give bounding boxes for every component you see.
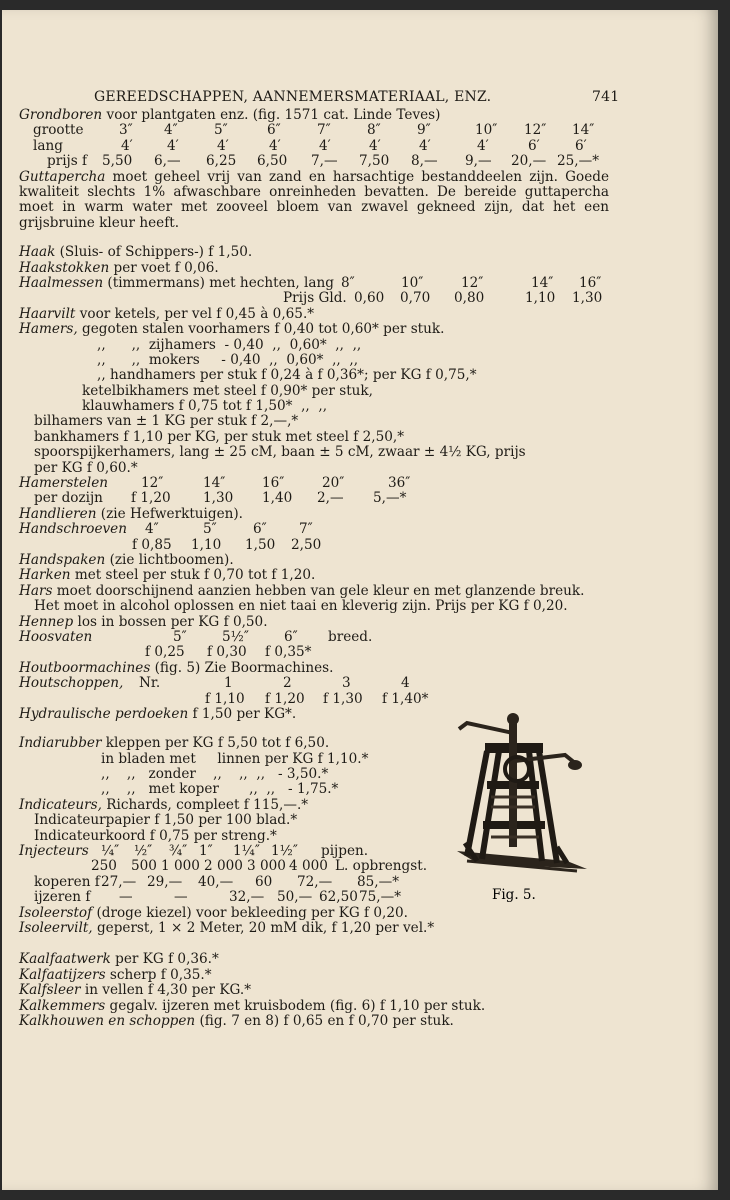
- term: Isoleervilt,: [19, 919, 93, 936]
- term: Haalmessen: [19, 274, 104, 291]
- term: Kalfsleer: [19, 982, 81, 999]
- table-cell: 20,—: [511, 153, 547, 170]
- size-cell: 12″: [141, 475, 164, 492]
- hamerstelen-prices: [19, 491, 609, 506]
- size-cell: 6″: [253, 521, 267, 538]
- hamers-line: per KG f 0,60.*: [34, 459, 138, 476]
- capacity-cell: 1 000: [161, 858, 200, 875]
- price-cell: 75,—*: [359, 889, 402, 906]
- indicateurs-line: Indicateurkoord f 0,75 per streng.*: [34, 827, 277, 844]
- size-cell: 7″: [299, 521, 313, 538]
- term: Haak: [19, 244, 56, 261]
- indiarubber-line: ,, ,, met koper ,, ,, - 1,75.*: [101, 781, 339, 798]
- size-cell: 5½″: [222, 628, 249, 645]
- entry-text: (fig. 7 en 8) f 0,65 en f 0,70 per stuk.: [195, 1012, 454, 1029]
- entry-kalfaatijzers: [19, 968, 609, 983]
- price-cell: 1,10: [191, 536, 222, 553]
- price-cell: 72,—: [297, 873, 333, 890]
- row-label: Nr.: [139, 675, 161, 692]
- price-cell: 1,50: [245, 536, 276, 553]
- entry-handlieren: [19, 507, 609, 522]
- term: Houtschoppen,: [19, 675, 124, 692]
- table-cell: 5″: [214, 122, 228, 139]
- entry-text: los in bossen per KG f 0,50.: [73, 613, 268, 630]
- term: Indiarubber: [19, 735, 102, 752]
- term: Kalkhouwen en schoppen: [19, 1012, 196, 1029]
- entry-hamerstelen: [19, 476, 609, 491]
- size-cell: 1″: [199, 843, 213, 860]
- entry-text: gegoten stalen voorhamers f 0,40 tot 0,60* per stuk.: [77, 321, 445, 338]
- table-cell: 9,—: [465, 153, 492, 170]
- capacity-cell: 2 000: [204, 858, 243, 875]
- entry-kaalfaatwerk: [19, 952, 609, 967]
- capacity-label: L. opbrengst.: [335, 858, 428, 875]
- size-cell: ½″: [134, 843, 153, 860]
- table-cell: 4′: [319, 137, 331, 154]
- term: Handschroeven: [19, 521, 127, 538]
- price-cell: 0,70: [400, 290, 431, 307]
- size-cell: 5″: [203, 521, 217, 538]
- table-cell: 3″: [119, 122, 133, 139]
- hamers-line: ketelbikhamers met steel f 0,90* per stuk,: [82, 382, 373, 399]
- price-cell: f 1,20: [265, 690, 305, 707]
- entry-haakstokken: [19, 261, 609, 276]
- term: Houtboormachines: [19, 659, 151, 676]
- table-cell: 7″: [317, 122, 331, 139]
- table-cell: 4′: [477, 137, 489, 154]
- entry-text: (Sluis- of Schippers-) f 1,50.: [55, 244, 253, 261]
- table-cell: 7,50: [359, 153, 390, 170]
- indiarubber-line: in bladen met linnen per KG f 1,10.*: [101, 750, 369, 767]
- price-cell: f 1,10: [205, 690, 245, 707]
- entry-isoleervilt: [19, 921, 609, 936]
- term: Hamerstelen: [19, 475, 109, 492]
- price-cell: 85,—*: [357, 873, 400, 890]
- row-label: per dozijn: [34, 490, 103, 507]
- term: Harken: [19, 567, 71, 584]
- term: Injecteurs: [19, 843, 89, 860]
- entry-text: voor ketels, per vel f 0,45 à 0,65.*: [75, 305, 315, 322]
- row-label: prijs f: [47, 153, 88, 170]
- term: Indicateurs,: [19, 796, 102, 813]
- entry-handspaken: [19, 553, 609, 568]
- hamers-line: ,, ,, zijhamers - 0,40 ,, 0,60* ,, ,,: [97, 336, 362, 353]
- entry-text: met steel per stuk f 0,70 tot f 1,20.: [70, 567, 316, 584]
- price-cell: f 0,25: [145, 644, 185, 661]
- table-cell: 8,—: [411, 153, 438, 170]
- capacity-cell: 250: [91, 858, 117, 875]
- term: Haarvilt: [19, 305, 76, 322]
- price-cell: 1,10: [525, 290, 556, 307]
- size-cell: 1¼″: [233, 843, 260, 860]
- size-cell: ¼″: [101, 843, 120, 860]
- price-cell: 27,—: [101, 873, 137, 890]
- size-cell: 16″: [579, 274, 602, 291]
- capacity-cell: 3 000: [247, 858, 286, 875]
- entry-text: gegalv. ijzeren met kruisbodem (fig. 6) f 1,10 per stuk.: [105, 997, 486, 1014]
- row-label: lang: [33, 137, 63, 154]
- entry-text: (fig. 5) Zie Boormachines.: [150, 659, 334, 676]
- table-cell: 6′: [528, 137, 540, 154]
- table-cell: 7,—: [311, 153, 338, 170]
- size-cell: 20″: [322, 475, 345, 492]
- entry-haalmessen: [19, 276, 609, 291]
- entry-kalfsleer: [19, 983, 609, 998]
- hamers-line: klauwhamers f 0,75 tot f 1,50* ,, ,,: [82, 398, 328, 415]
- entry-text: geperst, 1 × 2 Meter, 20 mM dik, f 1,20 per vel.*: [92, 919, 435, 936]
- price-cell: 60: [255, 873, 273, 890]
- entry-text: kleppen per KG f 5,50 tot f 6,50.: [101, 735, 330, 752]
- table-cell: 4′: [419, 137, 431, 154]
- table-cell: 25,—*: [557, 153, 600, 170]
- size-cell: 10″: [401, 274, 424, 291]
- row-label: grootte: [33, 122, 84, 139]
- entry-houtboormachines: [19, 661, 609, 676]
- term: Hamers,: [19, 321, 78, 338]
- entry-text: moet geheel vrij van zand en harsachtige bestanddeelen zijn. Goede kwaliteit slechts 1% afwaschbare onreinheden bevatten. De bereide guttapercha moet in warm water met zooveel bloem van zwavel gekneed zijn, dat het een grijsbruine kleur heeft.: [19, 168, 609, 231]
- table-cell: 6,25: [206, 153, 237, 170]
- capacity-cell: 500: [131, 858, 157, 875]
- price-cell: 29,—: [147, 873, 183, 890]
- capacity-cell: 4 000: [289, 858, 328, 875]
- size-cell: 1½″: [271, 843, 298, 860]
- size-suffix: pijpen.: [321, 843, 369, 860]
- size-cell: 4″: [145, 521, 159, 538]
- term: Handlieren: [19, 505, 97, 522]
- table-cell: 4′: [167, 137, 179, 154]
- price-cell: 40,—: [198, 873, 234, 890]
- number-cell: 1: [224, 675, 233, 692]
- term: Guttapercha: [19, 168, 106, 185]
- entry-text: (zie lichtboomen).: [105, 552, 234, 568]
- handschroeven-prices: [19, 538, 609, 553]
- entry-text: f 1,50 per KG*.: [188, 705, 297, 722]
- term: Hoosvaten: [19, 628, 93, 645]
- size-cell: 14″: [531, 274, 554, 291]
- price-cell: f 0,35*: [265, 644, 312, 661]
- term: Hydraulische perdoeken: [19, 705, 189, 722]
- page-number: 741: [592, 89, 620, 105]
- price-cell: 2,50: [291, 536, 322, 553]
- entry-haak: [19, 245, 609, 260]
- hamers-line: bankhamers f 1,10 per KG, per stuk met steel f 2,50,*: [34, 428, 405, 445]
- size-cell: 16″: [262, 475, 285, 492]
- boring-machine-drawing: [447, 711, 597, 886]
- entry-text: Richards, compleet f 115,—.*: [101, 796, 309, 813]
- entry-text: (timmermans) met hechten, lang: [103, 274, 334, 291]
- grondboren-row-grootte: [19, 123, 609, 138]
- crank-handle: [459, 723, 513, 733]
- entry-text: per KG f 0,36.*: [110, 951, 219, 968]
- table-cell: 6,50: [257, 153, 288, 170]
- running-header: [19, 86, 620, 108]
- entry-text: in vellen f 4,30 per KG.*: [80, 982, 252, 999]
- price-cell: 1,30: [572, 290, 603, 307]
- table-cell: 4′: [217, 137, 229, 154]
- header-title: GEREEDSCHAPPEN, AANNEMERSMATERIAAL, ENZ.: [94, 89, 492, 105]
- table-cell: 9″: [417, 122, 431, 139]
- entry-haarvilt: [19, 307, 609, 322]
- price-cell: 1,30: [203, 490, 234, 507]
- size-cell: 5″: [173, 628, 187, 645]
- price-cell: 62,50: [319, 889, 358, 906]
- entry-hars: [19, 584, 609, 599]
- entry-text: voor plantgaten enz. (fig. 1571 cat. Linde Teves): [102, 107, 441, 123]
- table-cell: 14″: [572, 122, 595, 139]
- price-cell: f 1,20: [131, 490, 171, 507]
- entry-kalkhouwen: [19, 1014, 609, 1029]
- price-cell: 0,60: [354, 290, 385, 307]
- table-cell: 6′: [575, 137, 587, 154]
- entry-hamers: [19, 322, 609, 337]
- entry-text: moet doorschijnend aanzien hebben van gele kleur en met glanzende breuk.: [52, 582, 585, 599]
- size-cell: 8″: [341, 274, 355, 291]
- haalmessen-prices: [19, 291, 609, 306]
- entry-guttapercha: [19, 170, 609, 232]
- table-cell: 4′: [369, 137, 381, 154]
- number-cell: 3: [342, 675, 351, 692]
- row-label: ijzeren f: [34, 889, 91, 906]
- entry-handschroeven: [19, 522, 609, 537]
- term: Grondboren: [19, 107, 103, 123]
- table-cell: 12″: [524, 122, 547, 139]
- price-cell: 2,—: [317, 490, 344, 507]
- price-label: Prijs Gld.: [283, 290, 347, 307]
- term: Hars: [19, 582, 53, 599]
- size-cell: breed.: [328, 628, 373, 645]
- entry-text: scherp f 0,35.*: [105, 966, 212, 983]
- table-cell: 4′: [121, 137, 133, 154]
- indiarubber-line: ,, ,, zonder ,, ,, ,, - 3,50.*: [101, 766, 329, 783]
- price-cell: f 0,30: [207, 644, 247, 661]
- size-cell: 6″: [284, 628, 298, 645]
- term: Kalfaatijzers: [19, 966, 106, 983]
- entry-text: (zie Hefwerktuigen).: [96, 505, 244, 522]
- price-cell: 0,80: [454, 290, 485, 307]
- term: Hennep: [19, 613, 74, 630]
- hamers-line: ,, handhamers per stuk f 0,24 à f 0,36*; per KG f 0,75,*: [97, 367, 477, 384]
- table-cell: 5,50: [102, 153, 133, 170]
- price-cell: 1,40: [262, 490, 293, 507]
- price-cell: 32,—: [229, 889, 265, 906]
- term: Isoleerstof: [19, 904, 93, 921]
- price-cell: f 1,30: [323, 690, 363, 707]
- hamers-line: spoorspijkerhamers, lang ± 25 cM, baan ± 5 cM, zwaar ± 4½ KG, prijs: [34, 444, 526, 461]
- book-page: [2, 10, 718, 1190]
- entry-houtschoppen: [19, 676, 609, 691]
- entry-grondboren: [19, 108, 609, 123]
- table-cell: 6″: [267, 122, 281, 139]
- table-cell: 10″: [475, 122, 498, 139]
- term: Kaalfaatwerk: [19, 951, 111, 968]
- hoosvaten-prices: [19, 645, 609, 660]
- price-cell: f 1,40*: [382, 690, 429, 707]
- row-label: koperen f: [34, 873, 100, 890]
- hamers-line: ,, ,, mokers - 0,40 ,, 0,60* ,, ,,: [97, 351, 359, 368]
- entry-text: per voet f 0,06.: [109, 259, 219, 276]
- entry-harken: [19, 568, 609, 583]
- houtschoppen-prices: [19, 692, 609, 707]
- number-cell: 2: [283, 675, 292, 692]
- entry-hennep: [19, 615, 609, 630]
- entry-text: (droge kiezel) voor bekleeding per KG f 0,20.: [92, 904, 408, 921]
- entry-kalkemmers: [19, 999, 609, 1014]
- figure-caption: Fig. 5.: [492, 887, 536, 903]
- price-cell: 50,—: [277, 889, 313, 906]
- term: Haakstokken: [19, 259, 110, 276]
- price-cell: 5,—*: [373, 490, 407, 507]
- size-cell: 14″: [203, 475, 226, 492]
- size-cell: 36″: [388, 475, 411, 492]
- table-cell: 8″: [367, 122, 381, 139]
- table-cell: 4′: [269, 137, 281, 154]
- term: Kalkemmers: [19, 997, 106, 1014]
- hamers-line: bilhamers van ± 1 KG per stuk f 2,—,*: [34, 413, 299, 430]
- table-cell: 6,—: [154, 153, 181, 170]
- price-cell: —: [174, 889, 188, 906]
- size-cell: 12″: [461, 274, 484, 291]
- table-cell: 4″: [164, 122, 178, 139]
- hars-line: Het moet in alcohol oplossen en niet taai en kleverig zijn. Prijs per KG f 0,20.: [34, 598, 568, 615]
- price-cell: f 0,85: [132, 536, 172, 553]
- price-cell: —: [119, 889, 133, 906]
- indicateurs-line: Indicateurpapier f 1,50 per 100 blad.*: [34, 812, 298, 829]
- size-cell: ¾″: [169, 843, 188, 860]
- fig5-illustration: [447, 711, 597, 911]
- entry-hoosvaten: [19, 630, 609, 645]
- grondboren-row-prijs: [19, 154, 609, 169]
- grondboren-row-lang: [19, 139, 609, 154]
- term: Handspaken: [19, 552, 106, 568]
- number-cell: 4: [401, 675, 410, 692]
